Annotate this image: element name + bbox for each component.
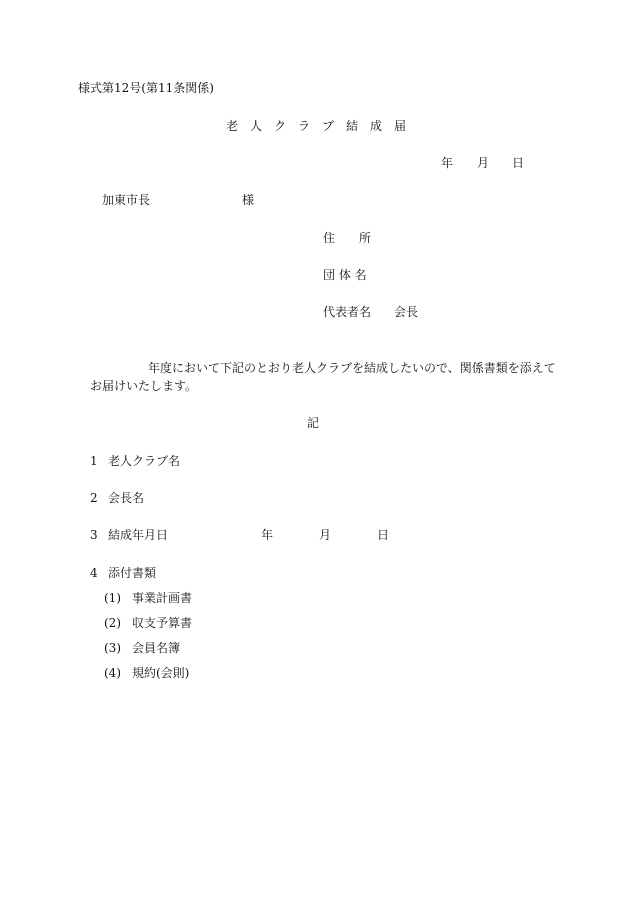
group-name-label: 団 体 名 [323,268,367,282]
attachment-4-number: (4) [104,666,121,680]
ki-heading: 記 [307,416,320,430]
item-4-label: 添付書類 [108,566,157,580]
attachment-3-number: (3) [104,641,121,655]
representative-label: 代表者名 [323,305,372,319]
attachment-3-label: 会員名簿 [132,641,181,655]
form-number: 様式第12号(第11条関係) [78,81,214,95]
document-title: 老 人 ク ラ ブ 結 成 届 [226,119,407,133]
item-1-label: 老人クラブ名 [108,454,181,468]
item-3-month-label: 月 [319,528,332,542]
item-3-number: 3 [90,528,98,542]
representative-title: 会長 [394,305,419,319]
attachment-4-label: 規約(会則) [132,666,190,680]
addressee-name: 加東市長 [102,193,151,207]
item-4-number: 4 [90,566,98,580]
item-3-label: 結成年月日 [108,528,169,542]
address-label: 住 所 [323,231,372,245]
attachment-2-number: (2) [104,616,121,630]
item-3-day-label: 日 [377,528,390,542]
date-year-label: 年 [441,156,454,170]
date-month-label: 月 [477,156,490,170]
attachment-1-number: (1) [104,591,121,605]
item-2-label: 会長名 [108,491,145,505]
attachment-2-label: 収支予算書 [132,616,193,630]
body-text-line-2: お届けいたします。 [90,379,198,393]
item-3-year-label: 年 [261,528,274,542]
addressee-honorific: 様 [242,193,255,207]
date-day-label: 日 [512,156,525,170]
body-text-line-1: 年度において下記のとおり老人クラブを結成したいので、関係書類を添えて [148,361,556,375]
item-2-number: 2 [90,491,98,505]
item-1-number: 1 [90,454,98,468]
attachment-1-label: 事業計画書 [132,591,193,605]
